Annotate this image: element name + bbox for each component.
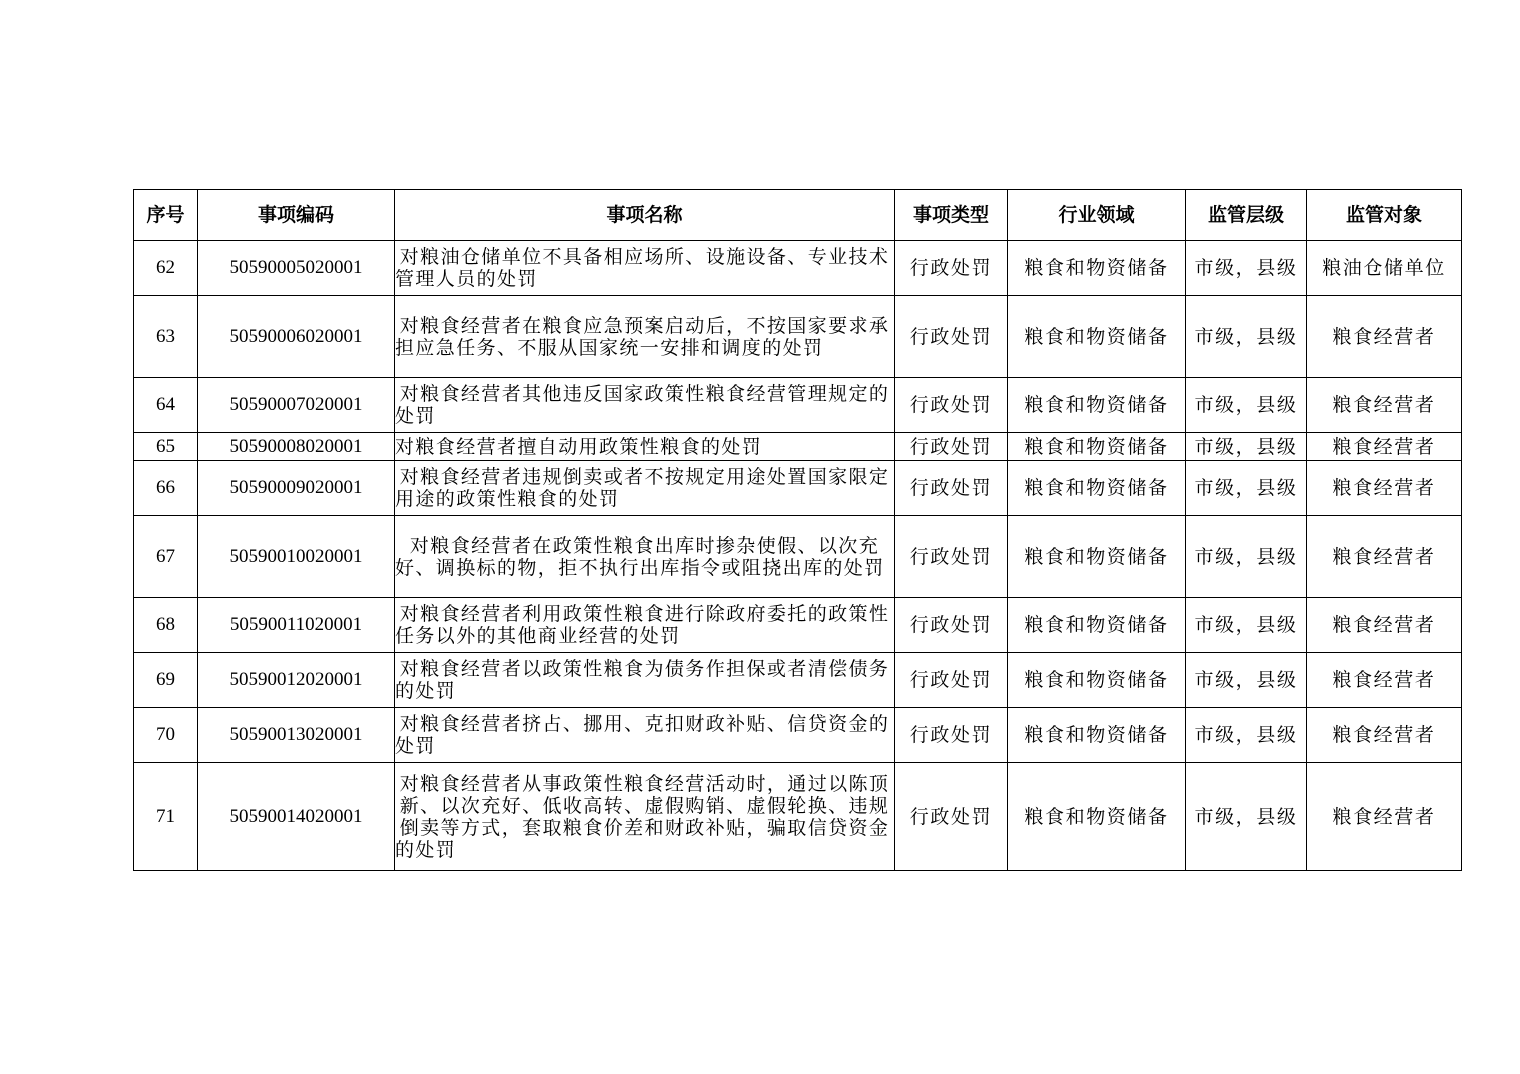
row-field: 粮食和物资储备	[1008, 516, 1186, 598]
row-type: 行政处罚	[895, 516, 1008, 598]
row-type: 行政处罚	[895, 433, 1008, 461]
row-target: 粮食经营者	[1307, 433, 1462, 461]
row-type: 行政处罚	[895, 461, 1008, 516]
row-field: 粮食和物资储备	[1008, 296, 1186, 378]
row-type: 行政处罚	[895, 378, 1008, 433]
row-seq: 63	[134, 296, 198, 378]
row-code: 50590006020001	[198, 296, 395, 378]
row-seq: 68	[134, 598, 198, 653]
table-row	[134, 598, 1462, 653]
row-name: 对粮食经营者在政策性粮食出库时掺杂使假、以次充好、调换标的物，拒不执行出库指令或阻挠出库的处罚	[395, 516, 895, 598]
row-seq: 70	[134, 708, 198, 763]
row-seq: 65	[134, 433, 198, 461]
row-type: 行政处罚	[895, 708, 1008, 763]
row-field: 粮食和物资储备	[1008, 241, 1186, 296]
row-target: 粮食经营者	[1307, 653, 1462, 708]
row-name: 对粮油仓储单位不具备相应场所、设施设备、专业技术管理人员的处罚	[395, 241, 895, 296]
table-row	[134, 516, 1462, 598]
row-code: 50590010020001	[198, 516, 395, 598]
row-code: 50590007020001	[198, 378, 395, 433]
row-type: 行政处罚	[895, 296, 1008, 378]
table-row	[134, 241, 1462, 296]
row-name: 对粮食经营者其他违反国家政策性粮食经营管理规定的处罚	[395, 378, 895, 433]
row-code: 50590014020001	[198, 763, 395, 871]
row-level: 市级，县级	[1186, 708, 1307, 763]
row-seq: 64	[134, 378, 198, 433]
supervision-items-table	[133, 189, 1462, 871]
row-level: 市级，县级	[1186, 241, 1307, 296]
header-target: 监管对象	[1307, 190, 1462, 241]
row-name: 对粮食经营者在粮食应急预案启动后，不按国家要求承担应急任务、不服从国家统一安排和调度的处罚	[395, 296, 895, 378]
table-row	[134, 653, 1462, 708]
row-target: 粮食经营者	[1307, 763, 1462, 871]
row-seq: 66	[134, 461, 198, 516]
row-seq: 62	[134, 241, 198, 296]
header-code: 事项编码	[198, 190, 395, 241]
row-code: 50590009020001	[198, 461, 395, 516]
row-field: 粮食和物资储备	[1008, 708, 1186, 763]
row-seq: 71	[134, 763, 198, 871]
table-row	[134, 433, 1462, 461]
row-field: 粮食和物资储备	[1008, 763, 1186, 871]
row-field: 粮食和物资储备	[1008, 598, 1186, 653]
row-level: 市级，县级	[1186, 653, 1307, 708]
row-level: 市级，县级	[1186, 598, 1307, 653]
row-code: 50590012020001	[198, 653, 395, 708]
row-name: 对粮食经营者从事政策性粮食经营活动时，通过以陈顶新、以次充好、低收高转、虚假购销、虚假轮换、违规倒卖等方式，套取粮食价差和财政补贴，骗取信贷资金的处罚	[395, 763, 895, 871]
row-name: 对粮食经营者以政策性粮食为债务作担保或者清偿债务的处罚	[395, 653, 895, 708]
row-target: 粮食经营者	[1307, 516, 1462, 598]
table-row	[134, 763, 1462, 871]
row-type: 行政处罚	[895, 241, 1008, 296]
row-target: 粮食经营者	[1307, 378, 1462, 433]
table-row	[134, 378, 1462, 433]
header-field: 行业领域	[1008, 190, 1186, 241]
row-level: 市级，县级	[1186, 433, 1307, 461]
row-name: 对粮食经营者擅自动用政策性粮食的处罚	[395, 433, 895, 461]
row-seq: 69	[134, 653, 198, 708]
row-field: 粮食和物资储备	[1008, 433, 1186, 461]
row-name: 对粮食经营者利用政策性粮食进行除政府委托的政策性任务以外的其他商业经营的处罚	[395, 598, 895, 653]
row-type: 行政处罚	[895, 598, 1008, 653]
row-name: 对粮食经营者违规倒卖或者不按规定用途处置国家限定用途的政策性粮食的处罚	[395, 461, 895, 516]
row-target: 粮食经营者	[1307, 461, 1462, 516]
table-row	[134, 708, 1462, 763]
row-code: 50590005020001	[198, 241, 395, 296]
header-name: 事项名称	[395, 190, 895, 241]
row-field: 粮食和物资储备	[1008, 378, 1186, 433]
row-level: 市级，县级	[1186, 461, 1307, 516]
header-level: 监管层级	[1186, 190, 1307, 241]
header-seq: 序号	[134, 190, 198, 241]
row-target: 粮食经营者	[1307, 708, 1462, 763]
row-code: 50590013020001	[198, 708, 395, 763]
row-level: 市级，县级	[1186, 296, 1307, 378]
row-code: 50590011020001	[198, 598, 395, 653]
row-target: 粮食经营者	[1307, 598, 1462, 653]
row-field: 粮食和物资储备	[1008, 653, 1186, 708]
row-target: 粮食经营者	[1307, 296, 1462, 378]
row-seq: 67	[134, 516, 198, 598]
table-row	[134, 461, 1462, 516]
row-type: 行政处罚	[895, 763, 1008, 871]
table-row	[134, 296, 1462, 378]
row-level: 市级，县级	[1186, 378, 1307, 433]
table-header-row	[134, 190, 1462, 241]
row-type: 行政处罚	[895, 653, 1008, 708]
row-level: 市级，县级	[1186, 763, 1307, 871]
header-type: 事项类型	[895, 190, 1008, 241]
row-level: 市级，县级	[1186, 516, 1307, 598]
row-field: 粮食和物资储备	[1008, 461, 1186, 516]
row-name: 对粮食经营者挤占、挪用、克扣财政补贴、信贷资金的处罚	[395, 708, 895, 763]
row-target: 粮油仓储单位	[1307, 241, 1462, 296]
row-code: 50590008020001	[198, 433, 395, 461]
